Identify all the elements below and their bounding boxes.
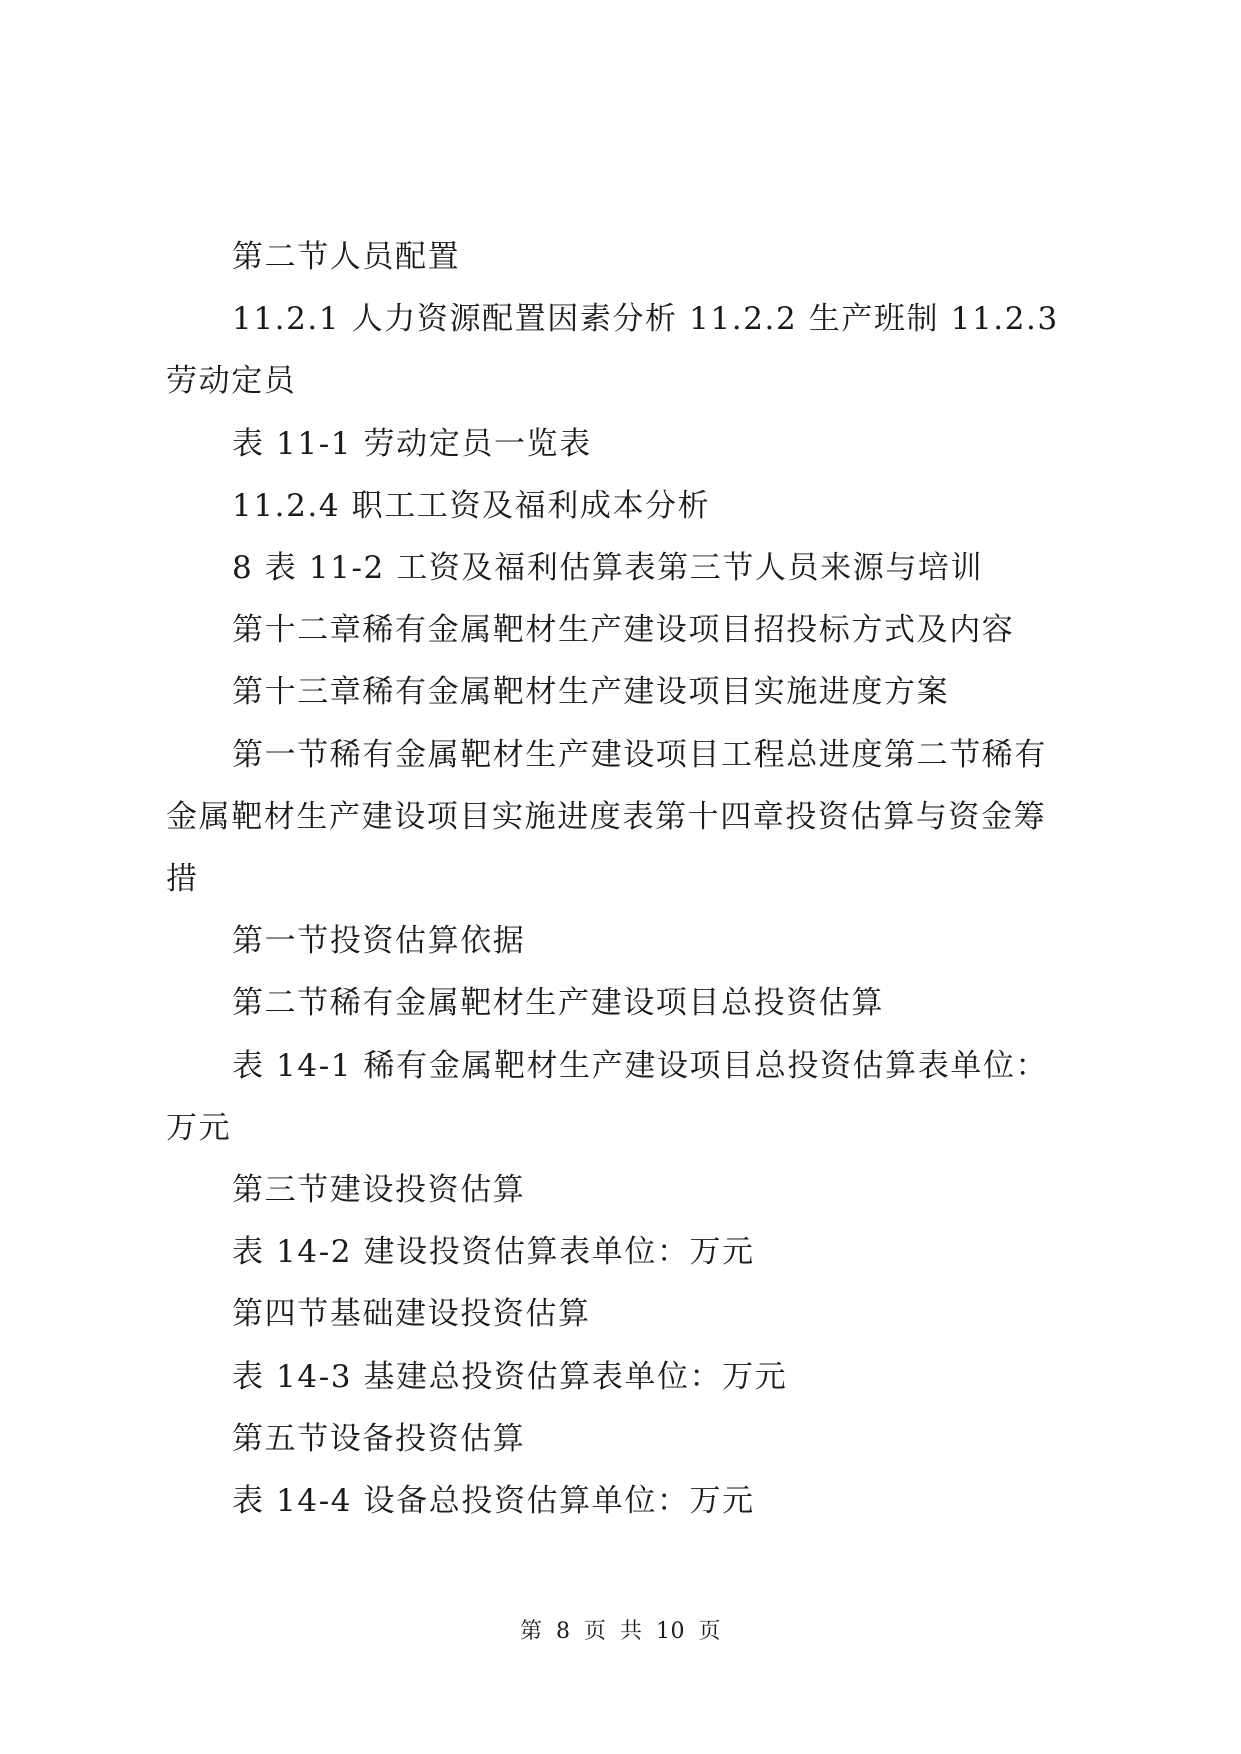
table-caption: 表 14-2 建设投资估算表单位：万元 xyxy=(232,1234,755,1271)
subsection-heading: 11.2.4 职工工资及福利成本分析 xyxy=(232,487,711,524)
document-body xyxy=(166,226,1076,1532)
page-number-footer: 第 8 页 共 10 页 xyxy=(520,1619,721,1644)
table-caption: 表 14-1 稀有金属靶材生产建设项目总投资估算表单位：万元 xyxy=(166,1047,1049,1146)
chapter-heading: 第十二章稀有金属靶材生产建设项目招投标方式及内容 xyxy=(232,612,1015,649)
section-heading: 第五节设备投资估算 xyxy=(232,1420,526,1457)
table-caption: 表 11-1 劳动定员一览表 xyxy=(232,425,592,462)
section-heading: 第三节建设投资估算 xyxy=(232,1172,526,1209)
table-caption: 8 表 11-2 工资及福利估算表第三节人员来源与培训 xyxy=(232,550,984,587)
table-caption: 表 14-4 设备总投资估算单位：万元 xyxy=(232,1483,755,1520)
section-heading: 第一节投资估算依据 xyxy=(232,923,526,960)
section-heading: 第二节稀有金属靶材生产建设项目总投资估算 xyxy=(232,985,884,1022)
subsection-list: 11.2.1 人力资源配置因素分析 11.2.2 生产班制 11.2.3 劳动定员 xyxy=(166,301,1059,400)
section-heading: 第四节基础建设投资估算 xyxy=(232,1296,591,1333)
section-heading: 第一节稀有金属靶材生产建设项目工程总进度第二节稀有金属靶材生产建设项目实施进度表第十四章投资估算与资金筹措 xyxy=(166,736,1047,898)
section-heading-staffing: 第二节人员配置 xyxy=(232,239,461,275)
chapter-heading: 第十三章稀有金属靶材生产建设项目实施进度方案 xyxy=(232,674,950,711)
table-caption: 表 14-3 基建总投资估算表单位：万元 xyxy=(232,1358,788,1395)
